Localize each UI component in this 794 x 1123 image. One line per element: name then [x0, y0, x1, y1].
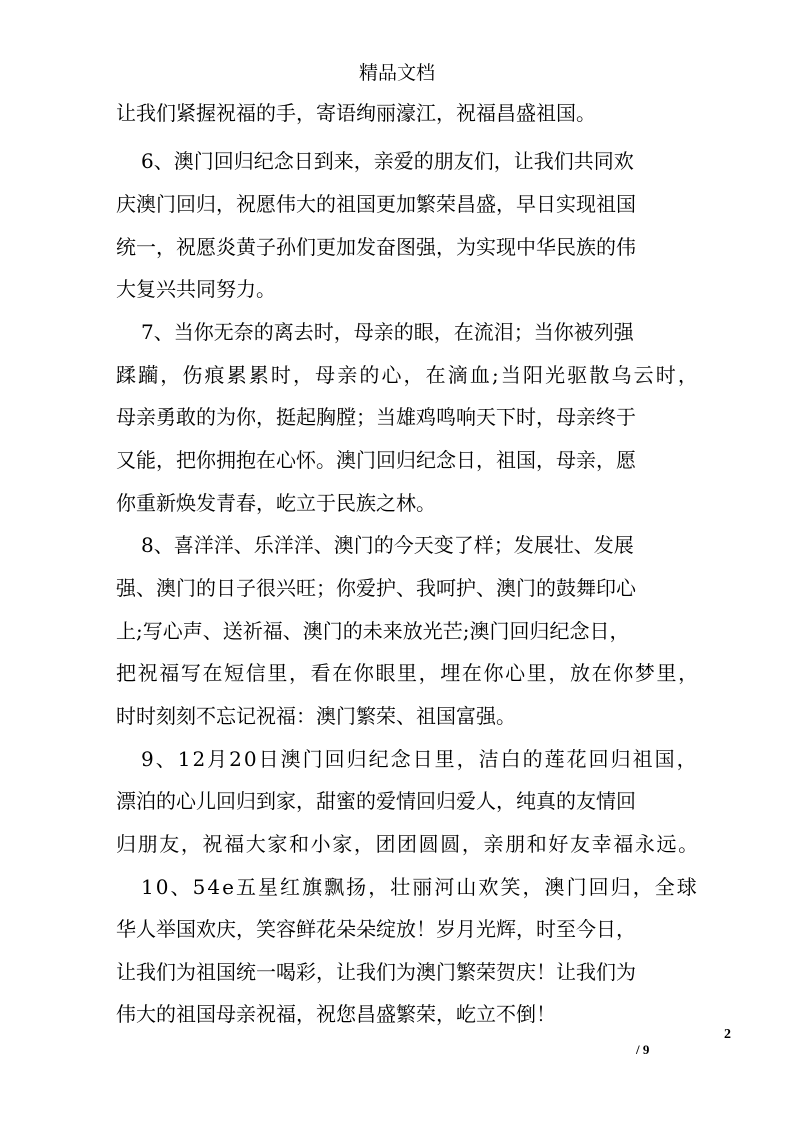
- paragraph-line: 伟大的祖国母亲祝福，祝您昌盛繁荣，屹立不倒！: [116, 1002, 556, 1026]
- paragraph-line: 把祝福写在短信里，看在你眼里，埋在你心里，放在你梦里，: [116, 661, 700, 685]
- paragraph-line: 让我们为祖国统一喝彩，让我们为澳门繁荣贺庆！让我们为: [116, 960, 636, 984]
- paragraph-line: 大复兴共同努力。: [116, 277, 276, 301]
- paragraph-line: 庆澳门回归，祝愿伟大的祖国更加繁荣昌盛，早日实现祖国: [116, 192, 636, 216]
- page-total: / 9: [636, 1042, 650, 1057]
- paragraph-line: 又能，把你拥抱在心怀。澳门回归纪念日，祖国，母亲，愿: [116, 448, 636, 472]
- paragraph-line: 8、喜洋洋、乐洋洋、澳门的今天变了样；发展壮、发展: [141, 533, 634, 557]
- paragraph-line: 时时刻刻不忘记祝福：澳门繁荣、祖国富强。: [116, 704, 516, 728]
- page-header-title: 精品文档: [358, 62, 435, 84]
- paragraph-line: 7、当你无奈的离去时，母亲的眼，在流泪；当你被列强: [141, 320, 634, 344]
- paragraph-line: 母亲勇敢的为你，挺起胸膛；当雄鸡鸣响天下时，母亲终于: [116, 405, 636, 429]
- paragraph-line: 华人举国欢庆，笑容鲜花朵朵绽放！岁月光辉，时至今日，: [116, 917, 636, 941]
- paragraph-line: 9、12月20日澳门回归纪念日里，洁白的莲花回归祖国，: [141, 747, 699, 771]
- page-number: 2: [724, 1027, 731, 1042]
- paragraph-line: 强、澳门的日子很兴旺；你爱护、我呵护、澳门的鼓舞印心: [116, 576, 636, 600]
- paragraph-line: 归朋友，祝福大家和小家，团团圆圆，亲朋和好友幸福永远。: [116, 832, 700, 856]
- paragraph-line: 让我们紧握祝福的手，寄语绚丽濠江，祝福昌盛祖国。: [116, 101, 596, 125]
- paragraph-line: 漂泊的心儿回归到家，甜蜜的爱情回归爱人，纯真的友情回: [116, 789, 636, 813]
- paragraph-line: 6、澳门回归纪念日到来，亲爱的朋友们，让我们共同欢: [141, 149, 634, 173]
- paragraph-line: 上;写心声、送祈福、澳门的未来放光芒;澳门回归纪念日，: [116, 619, 630, 643]
- paragraph-line: 统一，祝愿炎黄子孙们更加发奋图强，为实现中华民族的伟: [116, 235, 636, 259]
- paragraph-line: 蹂躏，伤痕累累时，母亲的心，在滴血;当阳光驱散乌云时，: [116, 363, 700, 387]
- paragraph-line: 你重新焕发青春，屹立于民族之林。: [116, 491, 436, 515]
- paragraph-line: 10、54e五星红旗飘扬，壮丽河山欢笑，澳门回归，全球: [141, 875, 699, 899]
